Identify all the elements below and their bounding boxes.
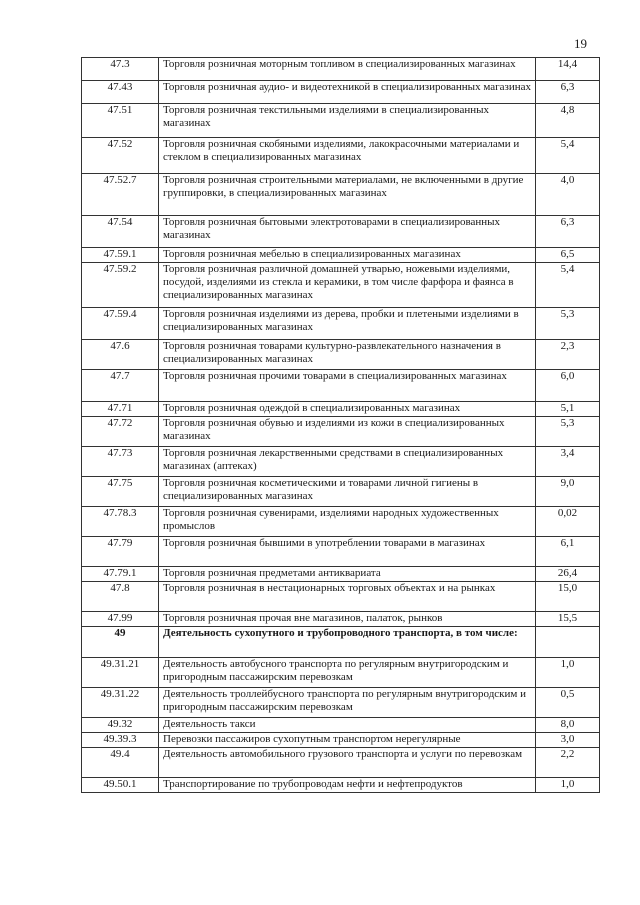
activity-code: 49.4 — [82, 748, 159, 778]
table-row — [82, 733, 600, 748]
activity-description: Торговля розничная изделиями из дерева, пробки и плетеными изделиями в специализированных магазинах — [159, 308, 536, 340]
activity-value: 5,3 — [536, 308, 600, 340]
activity-code: 47.99 — [82, 612, 159, 627]
activity-description: Торговля розничная в нестационарных торговых объектах и на рынках — [159, 582, 536, 612]
table-row — [82, 627, 600, 658]
activity-value: 6,3 — [536, 216, 600, 248]
activity-value: 5,3 — [536, 417, 600, 447]
table-row — [82, 340, 600, 370]
table-row — [82, 507, 600, 537]
activity-code: 49.31.21 — [82, 658, 159, 688]
table-row — [82, 104, 600, 138]
table-row — [82, 138, 600, 174]
activity-description: Транспортирование по трубопроводам нефти и нефтепродуктов — [159, 778, 536, 793]
activity-value: 4,0 — [536, 174, 600, 216]
activity-value: 26,4 — [536, 567, 600, 582]
activity-description: Торговля розничная сувенирами, изделиями народных художественных промыслов — [159, 507, 536, 537]
activity-description: Торговля розничная прочими товарами в специализированных магазинах — [159, 370, 536, 402]
activity-code: 47.75 — [82, 477, 159, 507]
activity-description: Деятельность автобусного транспорта по регулярным внутригородским и пригородным пассажирским перевозкам — [159, 658, 536, 688]
activity-code: 49.31.22 — [82, 688, 159, 718]
activity-code: 47.59.4 — [82, 308, 159, 340]
table-row — [82, 417, 600, 447]
activity-value: 0,5 — [536, 688, 600, 718]
table-row — [82, 216, 600, 248]
table-row — [82, 81, 600, 104]
table-row — [82, 402, 600, 417]
table-row — [82, 582, 600, 612]
activity-code: 49 — [82, 627, 159, 658]
activity-value: 8,0 — [536, 718, 600, 733]
table-row — [82, 688, 600, 718]
table-row — [82, 447, 600, 477]
activity-description: Торговля розничная предметами антиквариата — [159, 567, 536, 582]
activity-description: Торговля розничная прочая вне магазинов, палаток, рынков — [159, 612, 536, 627]
activity-code: 47.51 — [82, 104, 159, 138]
activity-description: Деятельность автомобильного грузового транспорта и услуги по перевозкам — [159, 748, 536, 778]
table-row — [82, 58, 600, 81]
activity-code: 47.3 — [82, 58, 159, 81]
activity-value: 1,0 — [536, 778, 600, 793]
activity-description: Торговля розничная лекарственными средствами в специализированных магазинах (аптеках) — [159, 447, 536, 477]
activity-value: 3,4 — [536, 447, 600, 477]
activity-value: 15,0 — [536, 582, 600, 612]
activity-value: 5,1 — [536, 402, 600, 417]
table-row — [82, 748, 600, 778]
activity-value: 6,5 — [536, 248, 600, 263]
table-row — [82, 263, 600, 308]
table-row — [82, 567, 600, 582]
activity-description: Торговля розничная товарами культурно-развлекательного назначения в специализированных магазинах — [159, 340, 536, 370]
activity-value: 3,0 — [536, 733, 600, 748]
activity-code: 49.39.3 — [82, 733, 159, 748]
activity-code: 47.7 — [82, 370, 159, 402]
table-row — [82, 778, 600, 793]
activity-code: 47.73 — [82, 447, 159, 477]
activity-code: 47.71 — [82, 402, 159, 417]
activity-description: Торговля розничная различной домашней утварью, ножевыми изделиями, посудой, изделиями из стекла и керамики, в том числе фарфора и фаянса в специализированных магазинах — [159, 263, 536, 308]
activity-value: 0,02 — [536, 507, 600, 537]
activity-code: 47.79 — [82, 537, 159, 567]
activity-value: 6,1 — [536, 537, 600, 567]
activity-description: Торговля розничная обувью и изделиями из кожи в специализированных магазинах — [159, 417, 536, 447]
activity-value: 6,0 — [536, 370, 600, 402]
activity-description: Торговля розничная бытовыми электротоварами в специализированных магазинах — [159, 216, 536, 248]
activity-description: Торговля розничная моторным топливом в специализированных магазинах — [159, 58, 536, 81]
activity-code: 47.43 — [82, 81, 159, 104]
activity-code: 47.78.3 — [82, 507, 159, 537]
table-row — [82, 174, 600, 216]
activity-value: 6,3 — [536, 81, 600, 104]
table-row — [82, 477, 600, 507]
activity-description: Торговля розничная мебелью в специализированных магазинах — [159, 248, 536, 263]
activity-table — [81, 57, 600, 793]
activity-description: Торговля розничная аудио- и видеотехникой в специализированных магазинах — [159, 81, 536, 104]
activity-description: Торговля розничная бывшими в употреблении товарами в магазинах — [159, 537, 536, 567]
activity-value: 9,0 — [536, 477, 600, 507]
activity-value: 5,4 — [536, 138, 600, 174]
activity-value: 4,8 — [536, 104, 600, 138]
activity-code: 47.6 — [82, 340, 159, 370]
activity-code: 47.52.7 — [82, 174, 159, 216]
activity-code: 47.54 — [82, 216, 159, 248]
activity-value: 15,5 — [536, 612, 600, 627]
activity-value: 2,3 — [536, 340, 600, 370]
activity-description: Торговля розничная строительными материалами, не включенными в другие группировки, в специализированных магазинах — [159, 174, 536, 216]
activity-code: 47.8 — [82, 582, 159, 612]
activity-value: 14,4 — [536, 58, 600, 81]
table-row — [82, 248, 600, 263]
activity-description: Торговля розничная скобяными изделиями, лакокрасочными материалами и стеклом в специализированных магазинах — [159, 138, 536, 174]
activity-value: 5,4 — [536, 263, 600, 308]
activity-code: 47.79.1 — [82, 567, 159, 582]
activity-description: Торговля розничная косметическими и товарами личной гигиены в специализированных магазинах — [159, 477, 536, 507]
table-row — [82, 612, 600, 627]
activity-value — [536, 627, 600, 658]
activity-value: 1,0 — [536, 658, 600, 688]
activity-description: Деятельность троллейбусного транспорта по регулярным внутригородским и пригородным пассажирским перевозкам — [159, 688, 536, 718]
activity-code: 47.52 — [82, 138, 159, 174]
table-row — [82, 308, 600, 340]
activity-code: 49.32 — [82, 718, 159, 733]
table-row — [82, 370, 600, 402]
table-row — [82, 718, 600, 733]
activity-code: 47.59.1 — [82, 248, 159, 263]
activity-code: 47.59.2 — [82, 263, 159, 308]
activity-description: Перевозки пассажиров сухопутным транспортом нерегулярные — [159, 733, 536, 748]
page-number: 19 — [574, 36, 587, 51]
activity-description: Торговля розничная текстильными изделиями в специализированных магазинах — [159, 104, 536, 138]
activity-description: Деятельность сухопутного и трубопроводного транспорта, в том числе: — [159, 627, 536, 658]
table-row — [82, 537, 600, 567]
activity-description: Деятельность такси — [159, 718, 536, 733]
table-row — [82, 658, 600, 688]
activity-value: 2,2 — [536, 748, 600, 778]
activity-code: 49.50.1 — [82, 778, 159, 793]
activity-description: Торговля розничная одеждой в специализированных магазинах — [159, 402, 536, 417]
activity-code: 47.72 — [82, 417, 159, 447]
